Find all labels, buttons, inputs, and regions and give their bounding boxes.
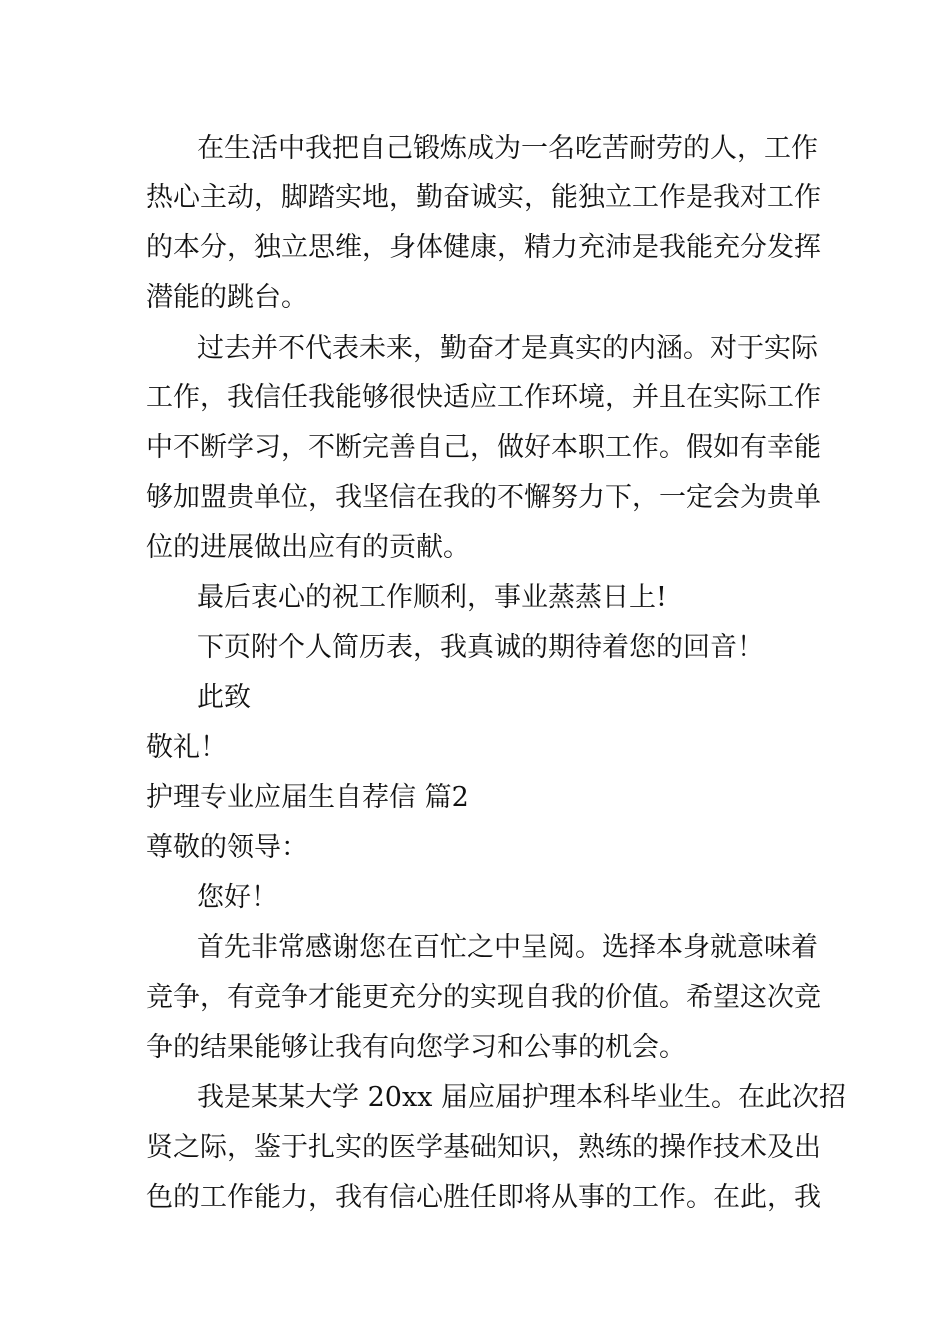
greeting-hello: 您好！	[197, 882, 278, 913]
paragraph-line: 中不断学习，不断完善自己，做好本职工作。假如有幸能	[146, 432, 821, 463]
paragraph-line: 贤之际，鉴于扎实的医学基础知识，熟练的操作技术及出	[146, 1132, 821, 1163]
paragraph-line: 过去并不代表未来，勤奋才是真实的内涵。对于实际	[197, 333, 818, 364]
salutation-cizhi: 此致	[197, 682, 251, 713]
paragraph-line: 的本分，独立思维，身体健康，精力充沛是我能充分发挥	[146, 232, 821, 263]
paragraph-line: 首先非常感谢您在百忙之中呈阅。选择本身就意味着	[197, 932, 818, 963]
section-title: 护理专业应届生自荐信 篇2	[146, 782, 469, 813]
paragraph-line: 争的结果能够让我有向您学习和公事的机会。	[146, 1032, 686, 1063]
closing-wish-line: 最后衷心的祝工作顺利，事业蒸蒸日上!	[197, 582, 667, 613]
paragraph-line: 在生活中我把自己锻炼成为一名吃苦耐劳的人，工作	[197, 133, 818, 164]
greeting-recipient: 尊敬的领导：	[146, 832, 308, 863]
paragraph-line: 热心主动，脚踏实地，勤奋诚实，能独立工作是我对工作	[146, 182, 821, 213]
paragraph-line: 位的进展做出应有的贡献。	[146, 532, 470, 563]
paragraph-line: 工作，我信任我能够很快适应工作环境，并且在实际工作	[146, 382, 821, 413]
paragraph-line: 色的工作能力，我有信心胜任即将从事的工作。在此，我	[146, 1182, 821, 1213]
salutation-jingli: 敬礼！	[146, 732, 227, 763]
paragraph-line: 够加盟贵单位，我坚信在我的不懈努力下，一定会为贵单	[146, 482, 821, 513]
paragraph-line: 潜能的跳台。	[146, 282, 308, 313]
resume-note-line: 下页附个人简历表，我真诚的期待着您的回音！	[197, 632, 764, 663]
paragraph-line: 竞争，有竞争才能更充分的实现自我的价值。希望这次竞	[146, 982, 821, 1013]
paragraph-line: 我是某某大学 20xx 届应届护理本科毕业生。在此次招	[197, 1082, 846, 1113]
